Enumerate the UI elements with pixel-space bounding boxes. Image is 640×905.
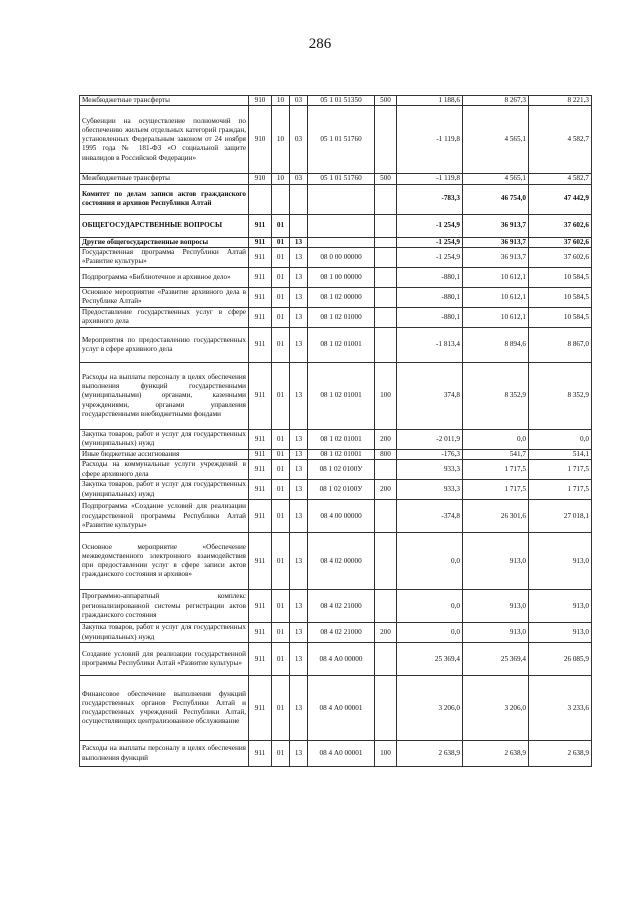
row-name-cell: Субвенции на осуществление полномочий по обеспечению жильем отдельных категорий граждан, установленных Федеральным законом от 24 ноября 1995 года № 181-ФЗ «О социальной защите инвалидов в Российской Федерации» xyxy=(80,106,249,174)
admin-code-cell: 911 xyxy=(249,623,272,643)
section-code-cell: 01 xyxy=(272,327,290,362)
amount-change-cell: 2 638,9 xyxy=(397,741,463,767)
subsection-code-cell: 13 xyxy=(290,449,308,459)
amount-year2-cell: 10 584,5 xyxy=(529,287,592,307)
row-name-cell: Другие общегосударственные вопросы xyxy=(80,237,249,247)
table-row xyxy=(80,480,592,500)
row-name-cell: ОБЩЕГОСУДАРСТВЕННЫЕ ВОПРОСЫ xyxy=(80,214,249,237)
amount-year1-cell: 8 894,6 xyxy=(463,327,529,362)
table-row xyxy=(80,214,592,237)
amount-change-cell: -880,1 xyxy=(397,267,463,287)
subsection-code-cell xyxy=(290,214,308,237)
row-name-cell: Расходы на выплаты персоналу в целях обеспечения выполнения функций государственными (муниципальными) органами, казенными учреждениями, органами управления государственными внебюджетными фондами xyxy=(80,362,249,429)
expense-type-cell: 800 xyxy=(375,449,397,459)
admin-code-cell: 911 xyxy=(249,590,272,623)
amount-change-cell: 374,8 xyxy=(397,362,463,429)
amount-change-cell: 1 188,6 xyxy=(397,96,463,106)
target-article-cell xyxy=(308,214,375,237)
amount-year2-cell: 4 582,7 xyxy=(529,174,592,184)
amount-year2-cell: 8 352,9 xyxy=(529,362,592,429)
admin-code-cell: 911 xyxy=(249,533,272,590)
row-name-cell: Подпрограмма «Создание условий для реализации государственной программы Республики Алтай «Развитие культуры» xyxy=(80,500,249,533)
section-code-cell: 01 xyxy=(272,307,290,327)
target-article-cell: 08 1 02 0100У xyxy=(308,460,375,480)
section-code-cell: 01 xyxy=(272,590,290,623)
section-code-cell: 01 xyxy=(272,287,290,307)
expense-type-cell xyxy=(375,247,397,267)
target-article-cell: 08 4 02 21000 xyxy=(308,623,375,643)
amount-change-cell: -1 254,9 xyxy=(397,237,463,247)
row-name-cell: Подпрограмма «Библиотечное и архивное дело» xyxy=(80,267,249,287)
amount-change-cell: -880,1 xyxy=(397,287,463,307)
expense-type-cell xyxy=(375,267,397,287)
amount-year2-cell: 2 638,9 xyxy=(529,741,592,767)
amount-year2-cell: 37 602,6 xyxy=(529,247,592,267)
section-code-cell: 01 xyxy=(272,500,290,533)
amount-change-cell: 933,3 xyxy=(397,460,463,480)
expense-type-cell xyxy=(375,307,397,327)
section-code-cell xyxy=(272,184,290,214)
target-article-cell: 08 4 А0 00001 xyxy=(308,676,375,741)
table-row xyxy=(80,429,592,449)
amount-change-cell: -880,1 xyxy=(397,307,463,327)
subsection-code-cell: 13 xyxy=(290,307,308,327)
target-article-cell: 05 1 01 51760 xyxy=(308,174,375,184)
amount-change-cell: 0,0 xyxy=(397,533,463,590)
target-article-cell: 05 1 01 51760 xyxy=(308,106,375,174)
amount-year1-cell: 10 612,1 xyxy=(463,307,529,327)
amount-year1-cell: 36 913,7 xyxy=(463,214,529,237)
expense-type-cell xyxy=(375,184,397,214)
section-code-cell: 01 xyxy=(272,460,290,480)
subsection-code-cell: 13 xyxy=(290,247,308,267)
table-row xyxy=(80,533,592,590)
admin-code-cell: 911 xyxy=(249,429,272,449)
admin-code-cell: 911 xyxy=(249,327,272,362)
row-name-cell: Иные бюджетные ассигнования xyxy=(80,449,249,459)
amount-year1-cell: 25 369,4 xyxy=(463,643,529,676)
admin-code-cell: 910 xyxy=(249,96,272,106)
subsection-code-cell: 13 xyxy=(290,533,308,590)
section-code-cell: 01 xyxy=(272,643,290,676)
row-name-cell: Межбюджетные трансферты xyxy=(80,174,249,184)
target-article-cell: 08 4 А0 00001 xyxy=(308,741,375,767)
amount-year1-cell: 3 206,0 xyxy=(463,676,529,741)
subsection-code-cell: 13 xyxy=(290,590,308,623)
admin-code-cell: 911 xyxy=(249,307,272,327)
row-name-cell: Мероприятия по предоставлению государственных услуг в сфере архивного дела xyxy=(80,327,249,362)
target-article-cell: 08 1 02 01001 xyxy=(308,449,375,459)
admin-code-cell: 911 xyxy=(249,247,272,267)
amount-year2-cell: 1 717,5 xyxy=(529,460,592,480)
table-row xyxy=(80,643,592,676)
section-code-cell: 01 xyxy=(272,267,290,287)
admin-code-cell: 911 xyxy=(249,449,272,459)
row-name-cell: Закупка товаров, работ и услуг для государственных (муниципальных) нужд xyxy=(80,429,249,449)
target-article-cell xyxy=(308,237,375,247)
subsection-code-cell: 13 xyxy=(290,327,308,362)
row-name-cell: Расходы на выплаты персоналу в целях обеспечения выполнения функций xyxy=(80,741,249,767)
amount-year2-cell: 27 018,1 xyxy=(529,500,592,533)
expense-type-cell: 100 xyxy=(375,741,397,767)
page-number: 286 xyxy=(308,36,332,52)
section-code-cell: 10 xyxy=(272,174,290,184)
row-name-cell: Комитет по делам записи актов гражданского состояния и архивов Республики Алтай xyxy=(80,184,249,214)
expense-type-cell: 500 xyxy=(375,96,397,106)
target-article-cell: 08 1 02 00000 xyxy=(308,287,375,307)
row-name-cell: Финансовое обеспечение выполнения функций государственных органов Республики Алтай и государственных учреждений Республики Алтай, осуществляющих централизованное обслуживание xyxy=(80,676,249,741)
subsection-code-cell: 13 xyxy=(290,237,308,247)
expense-type-cell xyxy=(375,237,397,247)
expense-type-cell xyxy=(375,106,397,174)
target-article-cell: 08 1 02 0100У xyxy=(308,480,375,500)
admin-code-cell: 911 xyxy=(249,214,272,237)
amount-year1-cell: 0,0 xyxy=(463,429,529,449)
table-row xyxy=(80,676,592,741)
amount-year1-cell: 8 267,3 xyxy=(463,96,529,106)
table-row xyxy=(80,362,592,429)
table-row xyxy=(80,741,592,767)
expense-type-cell xyxy=(375,676,397,741)
expense-type-cell xyxy=(375,590,397,623)
amount-change-cell: -1 119,8 xyxy=(397,174,463,184)
amount-change-cell: -1 254,9 xyxy=(397,247,463,267)
amount-year1-cell: 913,0 xyxy=(463,533,529,590)
row-name-cell: Основное мероприятие «Обеспечение межведомственного электронного взаимодействия при предоставлении услуг в сфере записи актов гражданского состояния и архивов» xyxy=(80,533,249,590)
row-name-cell: Программно-аппаратный комплекс регионализированной системы регистрации актов гражданского состояния xyxy=(80,590,249,623)
table-row xyxy=(80,247,592,267)
amount-change-cell: 25 369,4 xyxy=(397,643,463,676)
amount-year2-cell: 3 233,6 xyxy=(529,676,592,741)
amount-year1-cell: 36 913,7 xyxy=(463,247,529,267)
row-name-cell: Межбюджетные трансферты xyxy=(80,96,249,106)
amount-year1-cell: 1 717,5 xyxy=(463,460,529,480)
target-article-cell: 08 4 02 21000 xyxy=(308,590,375,623)
amount-year2-cell: 913,0 xyxy=(529,533,592,590)
subsection-code-cell: 13 xyxy=(290,362,308,429)
admin-code-cell: 911 xyxy=(249,500,272,533)
amount-change-cell: -783,3 xyxy=(397,184,463,214)
table-row xyxy=(80,623,592,643)
subsection-code-cell: 13 xyxy=(290,480,308,500)
expense-type-cell: 100 xyxy=(375,362,397,429)
subsection-code-cell: 13 xyxy=(290,460,308,480)
amount-change-cell: -2 011,9 xyxy=(397,429,463,449)
admin-code-cell: 911 xyxy=(249,362,272,429)
amount-year2-cell: 4 582,7 xyxy=(529,106,592,174)
expense-type-cell xyxy=(375,327,397,362)
target-article-cell: 08 1 02 01001 xyxy=(308,327,375,362)
expense-type-cell: 200 xyxy=(375,480,397,500)
amount-change-cell: 0,0 xyxy=(397,590,463,623)
amount-year2-cell: 514,1 xyxy=(529,449,592,459)
amount-year1-cell: 26 301,6 xyxy=(463,500,529,533)
admin-code-cell: 911 xyxy=(249,741,272,767)
table-row xyxy=(80,106,592,174)
admin-code-cell: 911 xyxy=(249,643,272,676)
subsection-code-cell: 13 xyxy=(290,500,308,533)
row-name-cell: Закупка товаров, работ и услуг для государственных (муниципальных) нужд xyxy=(80,480,249,500)
section-code-cell: 01 xyxy=(272,623,290,643)
amount-year2-cell: 47 442,9 xyxy=(529,184,592,214)
admin-code-cell: 911 xyxy=(249,676,272,741)
section-code-cell: 10 xyxy=(272,96,290,106)
expense-type-cell: 500 xyxy=(375,174,397,184)
target-article-cell: 08 0 00 00000 xyxy=(308,247,375,267)
section-code-cell: 01 xyxy=(272,247,290,267)
amount-year2-cell: 0,0 xyxy=(529,429,592,449)
amount-year1-cell: 10 612,1 xyxy=(463,267,529,287)
expense-type-cell xyxy=(375,533,397,590)
target-article-cell: 08 4 02 00000 xyxy=(308,533,375,590)
admin-code-cell: 910 xyxy=(249,174,272,184)
amount-year2-cell: 10 584,5 xyxy=(529,267,592,287)
subsection-code-cell: 13 xyxy=(290,429,308,449)
amount-year2-cell: 913,0 xyxy=(529,590,592,623)
amount-change-cell: 933,3 xyxy=(397,480,463,500)
table-row xyxy=(80,449,592,459)
subsection-code-cell: 03 xyxy=(290,96,308,106)
amount-year1-cell: 4 565,1 xyxy=(463,174,529,184)
amount-year2-cell: 26 085,9 xyxy=(529,643,592,676)
expense-type-cell xyxy=(375,214,397,237)
admin-code-cell: 911 xyxy=(249,460,272,480)
section-code-cell: 01 xyxy=(272,533,290,590)
amount-year1-cell: 1 717,5 xyxy=(463,480,529,500)
table-row xyxy=(80,590,592,623)
expense-type-cell: 200 xyxy=(375,623,397,643)
amount-year2-cell: 10 584,5 xyxy=(529,307,592,327)
table-row xyxy=(80,500,592,533)
expense-type-cell xyxy=(375,287,397,307)
row-name-cell: Создание условий для реализации государственной программы Республики Алтай «Развитие культуры» xyxy=(80,643,249,676)
amount-year2-cell: 8 221,3 xyxy=(529,96,592,106)
amount-year1-cell: 36 913,7 xyxy=(463,237,529,247)
section-code-cell: 01 xyxy=(272,362,290,429)
admin-code-cell: 911 xyxy=(249,287,272,307)
section-code-cell: 01 xyxy=(272,480,290,500)
amount-year1-cell: 46 754,0 xyxy=(463,184,529,214)
table-row xyxy=(80,287,592,307)
amount-change-cell: -1 254,9 xyxy=(397,214,463,237)
table-row xyxy=(80,460,592,480)
section-code-cell: 01 xyxy=(272,676,290,741)
amount-year1-cell: 2 638,9 xyxy=(463,741,529,767)
table-row xyxy=(80,267,592,287)
table-row xyxy=(80,184,592,214)
subsection-code-cell: 03 xyxy=(290,106,308,174)
amount-change-cell: -1 119,8 xyxy=(397,106,463,174)
amount-year2-cell: 913,0 xyxy=(529,623,592,643)
amount-year1-cell: 913,0 xyxy=(463,590,529,623)
subsection-code-cell xyxy=(290,184,308,214)
amount-year1-cell: 541,7 xyxy=(463,449,529,459)
section-code-cell: 10 xyxy=(272,106,290,174)
amount-change-cell: 0,0 xyxy=(397,623,463,643)
subsection-code-cell: 13 xyxy=(290,643,308,676)
subsection-code-cell: 13 xyxy=(290,287,308,307)
section-code-cell: 01 xyxy=(272,237,290,247)
target-article-cell xyxy=(308,184,375,214)
section-code-cell: 01 xyxy=(272,741,290,767)
amount-year1-cell: 8 352,9 xyxy=(463,362,529,429)
admin-code-cell: 911 xyxy=(249,267,272,287)
admin-code-cell: 910 xyxy=(249,106,272,174)
subsection-code-cell: 13 xyxy=(290,741,308,767)
amount-year2-cell: 37 602,6 xyxy=(529,214,592,237)
admin-code-cell: 911 xyxy=(249,480,272,500)
expense-type-cell: 200 xyxy=(375,429,397,449)
table-row xyxy=(80,327,592,362)
section-code-cell: 01 xyxy=(272,214,290,237)
table-row xyxy=(80,237,592,247)
target-article-cell: 05 1 01 51350 xyxy=(308,96,375,106)
target-article-cell: 08 4 00 00000 xyxy=(308,500,375,533)
row-name-cell: Закупка товаров, работ и услуг для государственных (муниципальных) нужд xyxy=(80,623,249,643)
amount-year2-cell: 1 717,5 xyxy=(529,480,592,500)
target-article-cell: 08 1 00 00000 xyxy=(308,267,375,287)
expense-type-cell xyxy=(375,460,397,480)
amount-year1-cell: 10 612,1 xyxy=(463,287,529,307)
table-row xyxy=(80,174,592,184)
amount-change-cell: -176,3 xyxy=(397,449,463,459)
amount-year1-cell: 913,0 xyxy=(463,623,529,643)
section-code-cell: 01 xyxy=(272,449,290,459)
target-article-cell: 08 4 А0 00000 xyxy=(308,643,375,676)
subsection-code-cell: 13 xyxy=(290,623,308,643)
expense-type-cell xyxy=(375,643,397,676)
row-name-cell: Предоставление государственных услуг в сфере архивного дела xyxy=(80,307,249,327)
table-row xyxy=(80,307,592,327)
expense-type-cell xyxy=(375,500,397,533)
admin-code-cell: 911 xyxy=(249,237,272,247)
row-name-cell: Государственная программа Республики Алтай «Развитие культуры» xyxy=(80,247,249,267)
amount-year2-cell: 37 602,6 xyxy=(529,237,592,247)
target-article-cell: 08 1 02 01001 xyxy=(308,362,375,429)
target-article-cell: 08 1 02 01000 xyxy=(308,307,375,327)
table-row xyxy=(80,96,592,106)
admin-code-cell xyxy=(249,184,272,214)
amount-change-cell: -374,8 xyxy=(397,500,463,533)
amount-year2-cell: 8 867,0 xyxy=(529,327,592,362)
amount-change-cell: -1 813,4 xyxy=(397,327,463,362)
subsection-code-cell: 13 xyxy=(290,267,308,287)
section-code-cell: 01 xyxy=(272,429,290,449)
target-article-cell: 08 1 02 01001 xyxy=(308,429,375,449)
subsection-code-cell: 03 xyxy=(290,174,308,184)
subsection-code-cell: 13 xyxy=(290,676,308,741)
amount-year1-cell: 4 565,1 xyxy=(463,106,529,174)
row-name-cell: Расходы на коммунальные услуги учреждений в сфере архивного дела xyxy=(80,460,249,480)
row-name-cell: Основное мероприятие «Развитие архивного дела в Республике Алтай» xyxy=(80,287,249,307)
amount-change-cell: 3 206,0 xyxy=(397,676,463,741)
budget-table xyxy=(79,95,592,767)
